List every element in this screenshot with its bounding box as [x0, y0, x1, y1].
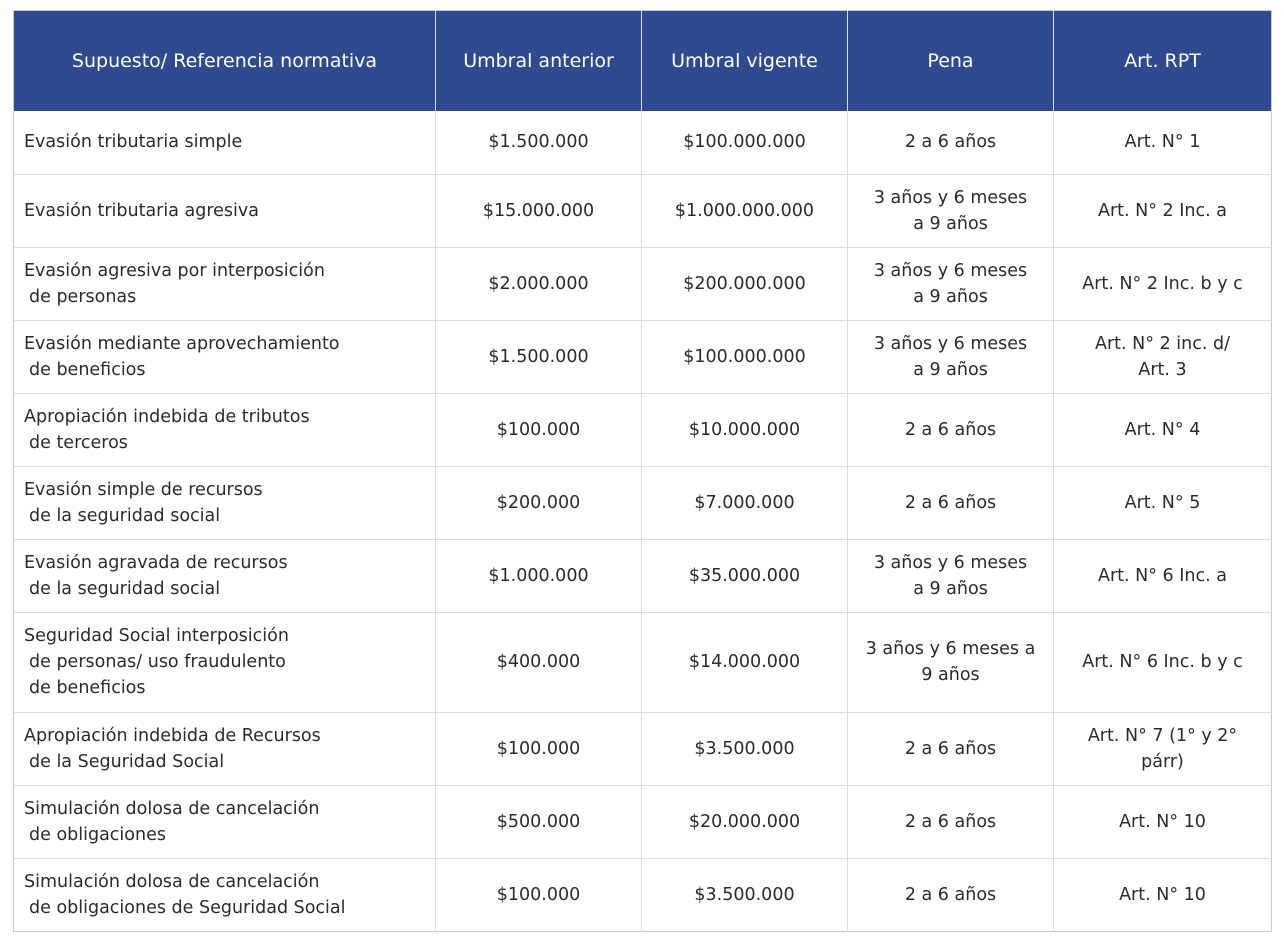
- cell-umbral-vigente: $20.000.000: [642, 785, 848, 858]
- cell-art-rpt-line: Art. N° 1: [1124, 132, 1201, 153]
- header-umbral-vigente: Umbral vigente: [642, 11, 848, 112]
- cell-pena: [848, 612, 1054, 712]
- cell-pena: [848, 174, 1054, 247]
- cell-umbral-vigente: $14.000.000: [642, 612, 848, 712]
- cell-pena-line: 3 años y 6 meses a: [865, 639, 1036, 659]
- cell-supuesto-line: de personas/ uso fraudulento: [29, 652, 286, 672]
- table-row: [14, 174, 1272, 247]
- header-supuesto: Supuesto/ Referencia normativa: [14, 11, 436, 112]
- cell-art-rpt-line: Art. N° 4: [1124, 419, 1201, 440]
- cell-umbral-vigente: $7.000.000: [642, 466, 848, 539]
- cell-supuesto: [14, 320, 436, 393]
- cell-supuesto-line: de la seguridad social: [29, 578, 221, 599]
- cell-supuesto-line: de beneficios: [29, 359, 146, 380]
- cell-art-rpt: [1054, 858, 1272, 931]
- cell-pena-line: 2 a 6 años: [904, 132, 997, 153]
- cell-pena: [848, 320, 1054, 393]
- cell-umbral-anterior: $1.000.000: [436, 539, 642, 612]
- cell-supuesto-line: Evasión agresiva por interposición: [24, 260, 325, 281]
- cell-umbral-vigente: $35.000.000: [642, 539, 848, 612]
- cell-umbral-vigente: $1.000.000.000: [642, 174, 848, 247]
- cell-art-rpt: [1054, 393, 1272, 466]
- header-umbral-anterior: Umbral anterior: [436, 11, 642, 112]
- cell-pena-line: 3 años y 6 meses: [873, 187, 1028, 208]
- cell-pena-line: 2 a 6 años: [904, 492, 997, 513]
- cell-supuesto: [14, 174, 436, 247]
- cell-pena: [848, 712, 1054, 785]
- thresholds-table: [13, 10, 1272, 932]
- cell-umbral-anterior: $2.000.000: [436, 247, 642, 320]
- cell-pena-line: 9 años: [921, 665, 980, 685]
- cell-supuesto-line: de la Seguridad Social: [29, 751, 225, 772]
- table-row: [14, 612, 1272, 712]
- table-body: [14, 111, 1272, 931]
- cell-art-rpt-line: Art. N° 10: [1119, 884, 1206, 905]
- cell-supuesto-line: de obligaciones: [29, 824, 166, 845]
- cell-art-rpt: [1054, 539, 1272, 612]
- cell-art-rpt-line: párr): [1141, 751, 1184, 772]
- table-header-row: [14, 11, 1272, 112]
- cell-art-rpt: [1054, 111, 1272, 174]
- cell-art-rpt-line: Art. N° 2 Inc. b y c: [1082, 273, 1243, 294]
- cell-umbral-vigente: $3.500.000: [642, 712, 848, 785]
- cell-umbral-anterior: $1.500.000: [436, 320, 642, 393]
- cell-pena-line: 3 años y 6 meses: [873, 260, 1028, 281]
- cell-art-rpt: [1054, 174, 1272, 247]
- cell-pena-line: 2 a 6 años: [904, 884, 997, 905]
- cell-supuesto-line: Evasión agravada de recursos: [24, 552, 288, 573]
- cell-art-rpt-line: Art. N° 6 Inc. b y c: [1082, 652, 1243, 672]
- cell-pena-line: a 9 años: [913, 213, 988, 234]
- cell-pena-line: 3 años y 6 meses: [873, 333, 1028, 354]
- table-row: [14, 466, 1272, 539]
- cell-supuesto-line: de personas: [29, 286, 137, 307]
- cell-art-rpt-line: Art. 3: [1138, 359, 1187, 380]
- cell-pena: [848, 393, 1054, 466]
- cell-art-rpt-line: Art. N° 5: [1124, 492, 1201, 513]
- cell-art-rpt-line: Art. N° 7 (1° y 2°: [1087, 725, 1238, 746]
- cell-umbral-anterior: $200.000: [436, 466, 642, 539]
- cell-umbral-anterior: $100.000: [436, 712, 642, 785]
- cell-umbral-vigente: $100.000.000: [642, 111, 848, 174]
- cell-supuesto: [14, 712, 436, 785]
- cell-umbral-vigente: $100.000.000: [642, 320, 848, 393]
- cell-supuesto-line: Apropiación indebida de Recursos: [24, 725, 321, 746]
- header-pena: Pena: [848, 11, 1054, 112]
- cell-art-rpt-line: Art. N° 6 Inc. a: [1098, 565, 1227, 586]
- cell-art-rpt: [1054, 466, 1272, 539]
- cell-supuesto: [14, 247, 436, 320]
- thresholds-table-container: [13, 10, 1271, 932]
- cell-pena-line: 3 años y 6 meses: [873, 552, 1028, 573]
- cell-supuesto-line: Evasión tributaria simple: [24, 132, 243, 153]
- cell-art-rpt-line: Art. N° 10: [1119, 811, 1206, 832]
- table-row: [14, 858, 1272, 931]
- table-row: [14, 712, 1272, 785]
- cell-supuesto: [14, 858, 436, 931]
- cell-pena: [848, 539, 1054, 612]
- cell-supuesto-line: Seguridad Social interposición: [24, 626, 289, 646]
- cell-umbral-vigente: $10.000.000: [642, 393, 848, 466]
- cell-supuesto-line: Apropiación indebida de tributos: [24, 406, 310, 427]
- cell-supuesto-line: de beneficios: [29, 678, 146, 698]
- cell-pena-line: 2 a 6 años: [904, 811, 997, 832]
- table-row: [14, 785, 1272, 858]
- cell-pena: [848, 247, 1054, 320]
- cell-supuesto-line: de la seguridad social: [29, 505, 221, 526]
- cell-supuesto: [14, 785, 436, 858]
- cell-art-rpt: [1054, 612, 1272, 712]
- cell-supuesto: [14, 612, 436, 712]
- table-row: [14, 393, 1272, 466]
- table-row: [14, 320, 1272, 393]
- cell-art-rpt: [1054, 785, 1272, 858]
- header-art-rpt: Art. RPT: [1054, 11, 1272, 112]
- cell-art-rpt: [1054, 712, 1272, 785]
- cell-umbral-anterior: $100.000: [436, 393, 642, 466]
- cell-umbral-anterior: $15.000.000: [436, 174, 642, 247]
- cell-umbral-anterior: $1.500.000: [436, 111, 642, 174]
- cell-pena-line: 2 a 6 años: [904, 419, 997, 440]
- cell-supuesto-line: Evasión mediante aprovechamiento: [24, 333, 340, 354]
- cell-supuesto-line: Evasión simple de recursos: [24, 479, 263, 500]
- cell-supuesto: [14, 393, 436, 466]
- cell-supuesto: [14, 466, 436, 539]
- table-row: [14, 247, 1272, 320]
- cell-umbral-anterior: $400.000: [436, 612, 642, 712]
- cell-umbral-vigente: $200.000.000: [642, 247, 848, 320]
- cell-umbral-vigente: $3.500.000: [642, 858, 848, 931]
- cell-art-rpt: [1054, 247, 1272, 320]
- cell-pena-line: a 9 años: [913, 578, 988, 599]
- cell-pena-line: a 9 años: [913, 359, 988, 380]
- cell-art-rpt: [1054, 320, 1272, 393]
- cell-supuesto: [14, 539, 436, 612]
- cell-pena: [848, 858, 1054, 931]
- table-row: [14, 539, 1272, 612]
- cell-supuesto-line: Simulación dolosa de cancelación: [24, 871, 320, 892]
- cell-pena-line: a 9 años: [913, 286, 988, 307]
- cell-art-rpt-line: Art. N° 2 Inc. a: [1098, 200, 1227, 221]
- cell-supuesto: [14, 111, 436, 174]
- cell-supuesto-line: de terceros: [29, 432, 128, 453]
- cell-pena-line: 2 a 6 años: [904, 738, 997, 759]
- cell-pena: [848, 466, 1054, 539]
- cell-supuesto-line: Evasión tributaria agresiva: [24, 200, 259, 221]
- cell-art-rpt-line: Art. N° 2 inc. d/: [1095, 333, 1230, 354]
- cell-pena: [848, 785, 1054, 858]
- cell-supuesto-line: de obligaciones de Seguridad Social: [29, 897, 346, 918]
- cell-pena: [848, 111, 1054, 174]
- cell-supuesto-line: Simulación dolosa de cancelación: [24, 798, 320, 819]
- cell-umbral-anterior: $100.000: [436, 858, 642, 931]
- cell-umbral-anterior: $500.000: [436, 785, 642, 858]
- table-row: [14, 111, 1272, 174]
